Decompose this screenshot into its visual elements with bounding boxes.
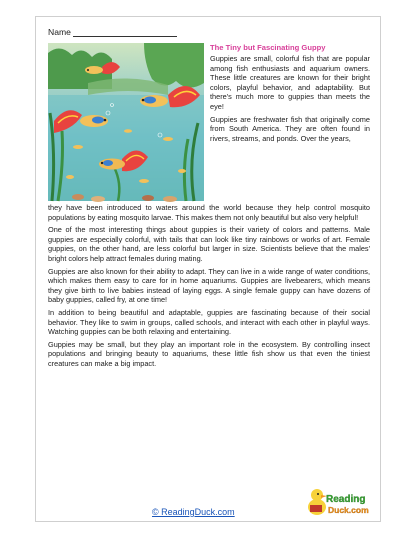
svg-text:Reading: Reading [326,494,366,505]
article-title: The Tiny but Fascinating Guppy [210,43,326,52]
article-body [48,203,370,369]
colors-paragraph: One of the most interesting things about guppies is their variety of colors and patterns. Male guppies are especially colorful, with tails that can look like tiny rainbows or works of art. Female guppies, on the other hand, are less colorful but larger in size. Scientists believe that the males' bright colors help attract females during mating. [48,225,370,263]
top-section [48,43,370,203]
svg-text:Duck.com: Duck.com [328,505,369,515]
adapt-paragraph: Guppies are also known for their ability to adapt. They can live in a wide range of water conditions, which makes them easy to care for in home aquariums. Guppies are livebearers, which means they give birth to live babies instead of laying eggs. A single female guppy can have dozens of baby guppies, called fry, at one time! [48,266,370,305]
name-label: Name [48,27,71,37]
intro-column [210,43,370,143]
name-row [48,23,370,37]
worksheet-content [48,23,370,517]
reading-duck-logo [306,487,369,519]
social-paragraph: In addition to being beautiful and adaptable, guppies are fascinating because of their social behavior. They like to swim in groups, called schools, and interact with each other in playful ways. Watching guppies can be both relaxing and entertaining. [48,307,370,337]
site-link[interactable]: © ReadingDuck.com [152,507,235,517]
origin-paragraph-end: they have been introduced to waters around the world because they help control mosquito populations by eating mosquito larvae. This makes them not only beautiful but also very helpful! [48,203,370,222]
worksheet-page [35,16,381,522]
guppy-illustration [48,43,204,201]
footer [48,494,370,523]
name-field-line[interactable] [73,29,177,37]
conclusion-paragraph: Guppies may be small, but they play an important role in the ecosystem. By controlling insect populations and bringing beauty to aquariums, these little fish show us that even the tiniest creatures can make a big impact. [48,339,370,368]
origin-paragraph-start: Guppies are freshwater fish that originally come from South America. They are often found in rivers, streams, and ponds. Over the years, [210,114,370,143]
intro-paragraph: Guppies are small, colorful fish that are popular among fish enthusiasts and aquarium owners. These little creatures are known for their bright colors, playful behavior, and adaptability. But there's much more to guppies than meets the eye! [210,54,370,111]
